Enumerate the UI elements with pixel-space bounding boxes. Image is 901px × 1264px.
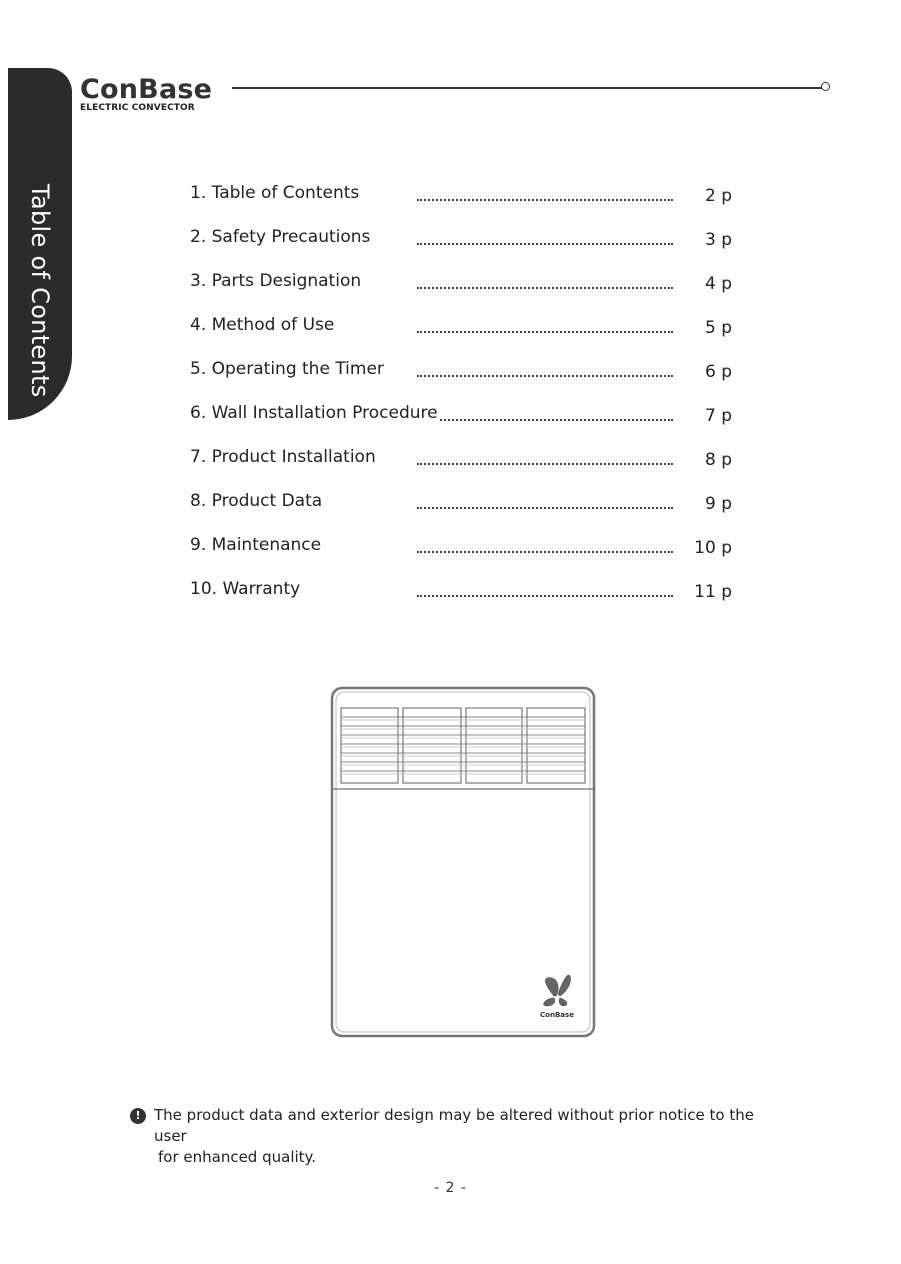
toc-item-title: 1. Table of Contents: [190, 183, 360, 203]
notice: [130, 1105, 790, 1168]
toc-item-title: 3. Parts Designation: [190, 271, 362, 291]
brand-logo: [80, 76, 230, 113]
heater-logo-text: ConBase: [540, 1011, 574, 1019]
toc-dot-leader: [417, 541, 673, 553]
toc-item-title: 5. Operating the Timer: [190, 359, 384, 379]
toc-item-title: 8. Product Data: [190, 491, 323, 511]
toc-item-page: 7 p: [704, 406, 732, 426]
header-rule-end-circle: [821, 82, 830, 91]
page-number: - 2 -: [434, 1180, 467, 1196]
toc-item[interactable]: [190, 176, 750, 220]
exclamation-icon: !: [130, 1108, 146, 1124]
toc-item[interactable]: [190, 396, 750, 440]
toc-item[interactable]: [190, 264, 750, 308]
toc-dot-leader: [417, 409, 673, 421]
toc-item-page: 3 p: [704, 230, 732, 250]
toc-item-page: 11 p: [694, 582, 732, 602]
toc-item[interactable]: [190, 572, 750, 616]
toc-dot-leader: [417, 365, 673, 377]
toc-dot-leader: [417, 277, 673, 289]
toc-dot-leader: [417, 321, 673, 333]
toc-item-page: 4 p: [704, 274, 732, 294]
toc-item-page: 8 p: [704, 450, 732, 470]
toc-item-page: 6 p: [704, 362, 732, 382]
toc-item-page: 2 p: [704, 186, 732, 206]
toc-item-title: 4. Method of Use: [190, 315, 335, 335]
toc-item-title: 6. Wall Installation Procedure: [190, 403, 438, 423]
toc-item-title: 10. Warranty: [190, 579, 301, 599]
toc-item[interactable]: [190, 484, 750, 528]
toc-item[interactable]: [190, 220, 750, 264]
toc-item[interactable]: [190, 308, 750, 352]
notice-text: [154, 1105, 790, 1168]
toc-dot-leader: [417, 497, 673, 509]
brand-name: ConBase: [80, 74, 213, 105]
notice-line-2: for enhanced quality.: [158, 1148, 317, 1166]
toc-item-title: 2. Safety Precautions: [190, 227, 371, 247]
toc-item-page: 10 p: [694, 538, 732, 558]
toc-item-page: 5 p: [704, 318, 732, 338]
toc-dot-leader: [417, 585, 673, 597]
toc-dot-leader: [417, 233, 673, 245]
toc-item-page: 9 p: [704, 494, 732, 514]
table-of-contents: [190, 176, 750, 616]
side-tab-label: Table of Contents: [26, 184, 54, 398]
toc-dot-leader: [417, 453, 673, 465]
toc-item[interactable]: [190, 528, 750, 572]
convector-heater-illustration: [330, 686, 596, 1038]
side-tab: [8, 68, 72, 420]
toc-dot-leader: [417, 189, 673, 201]
header-rule: [232, 87, 822, 89]
brand-tagline: ELECTRIC CONVECTOR: [80, 103, 195, 113]
notice-line-1: The product data and exterior design may be altered without prior notice to the user: [154, 1106, 754, 1145]
toc-item-title: 9. Maintenance: [190, 535, 322, 555]
toc-item[interactable]: [190, 440, 750, 484]
toc-item[interactable]: [190, 352, 750, 396]
toc-item-title: 7. Product Installation: [190, 447, 376, 467]
